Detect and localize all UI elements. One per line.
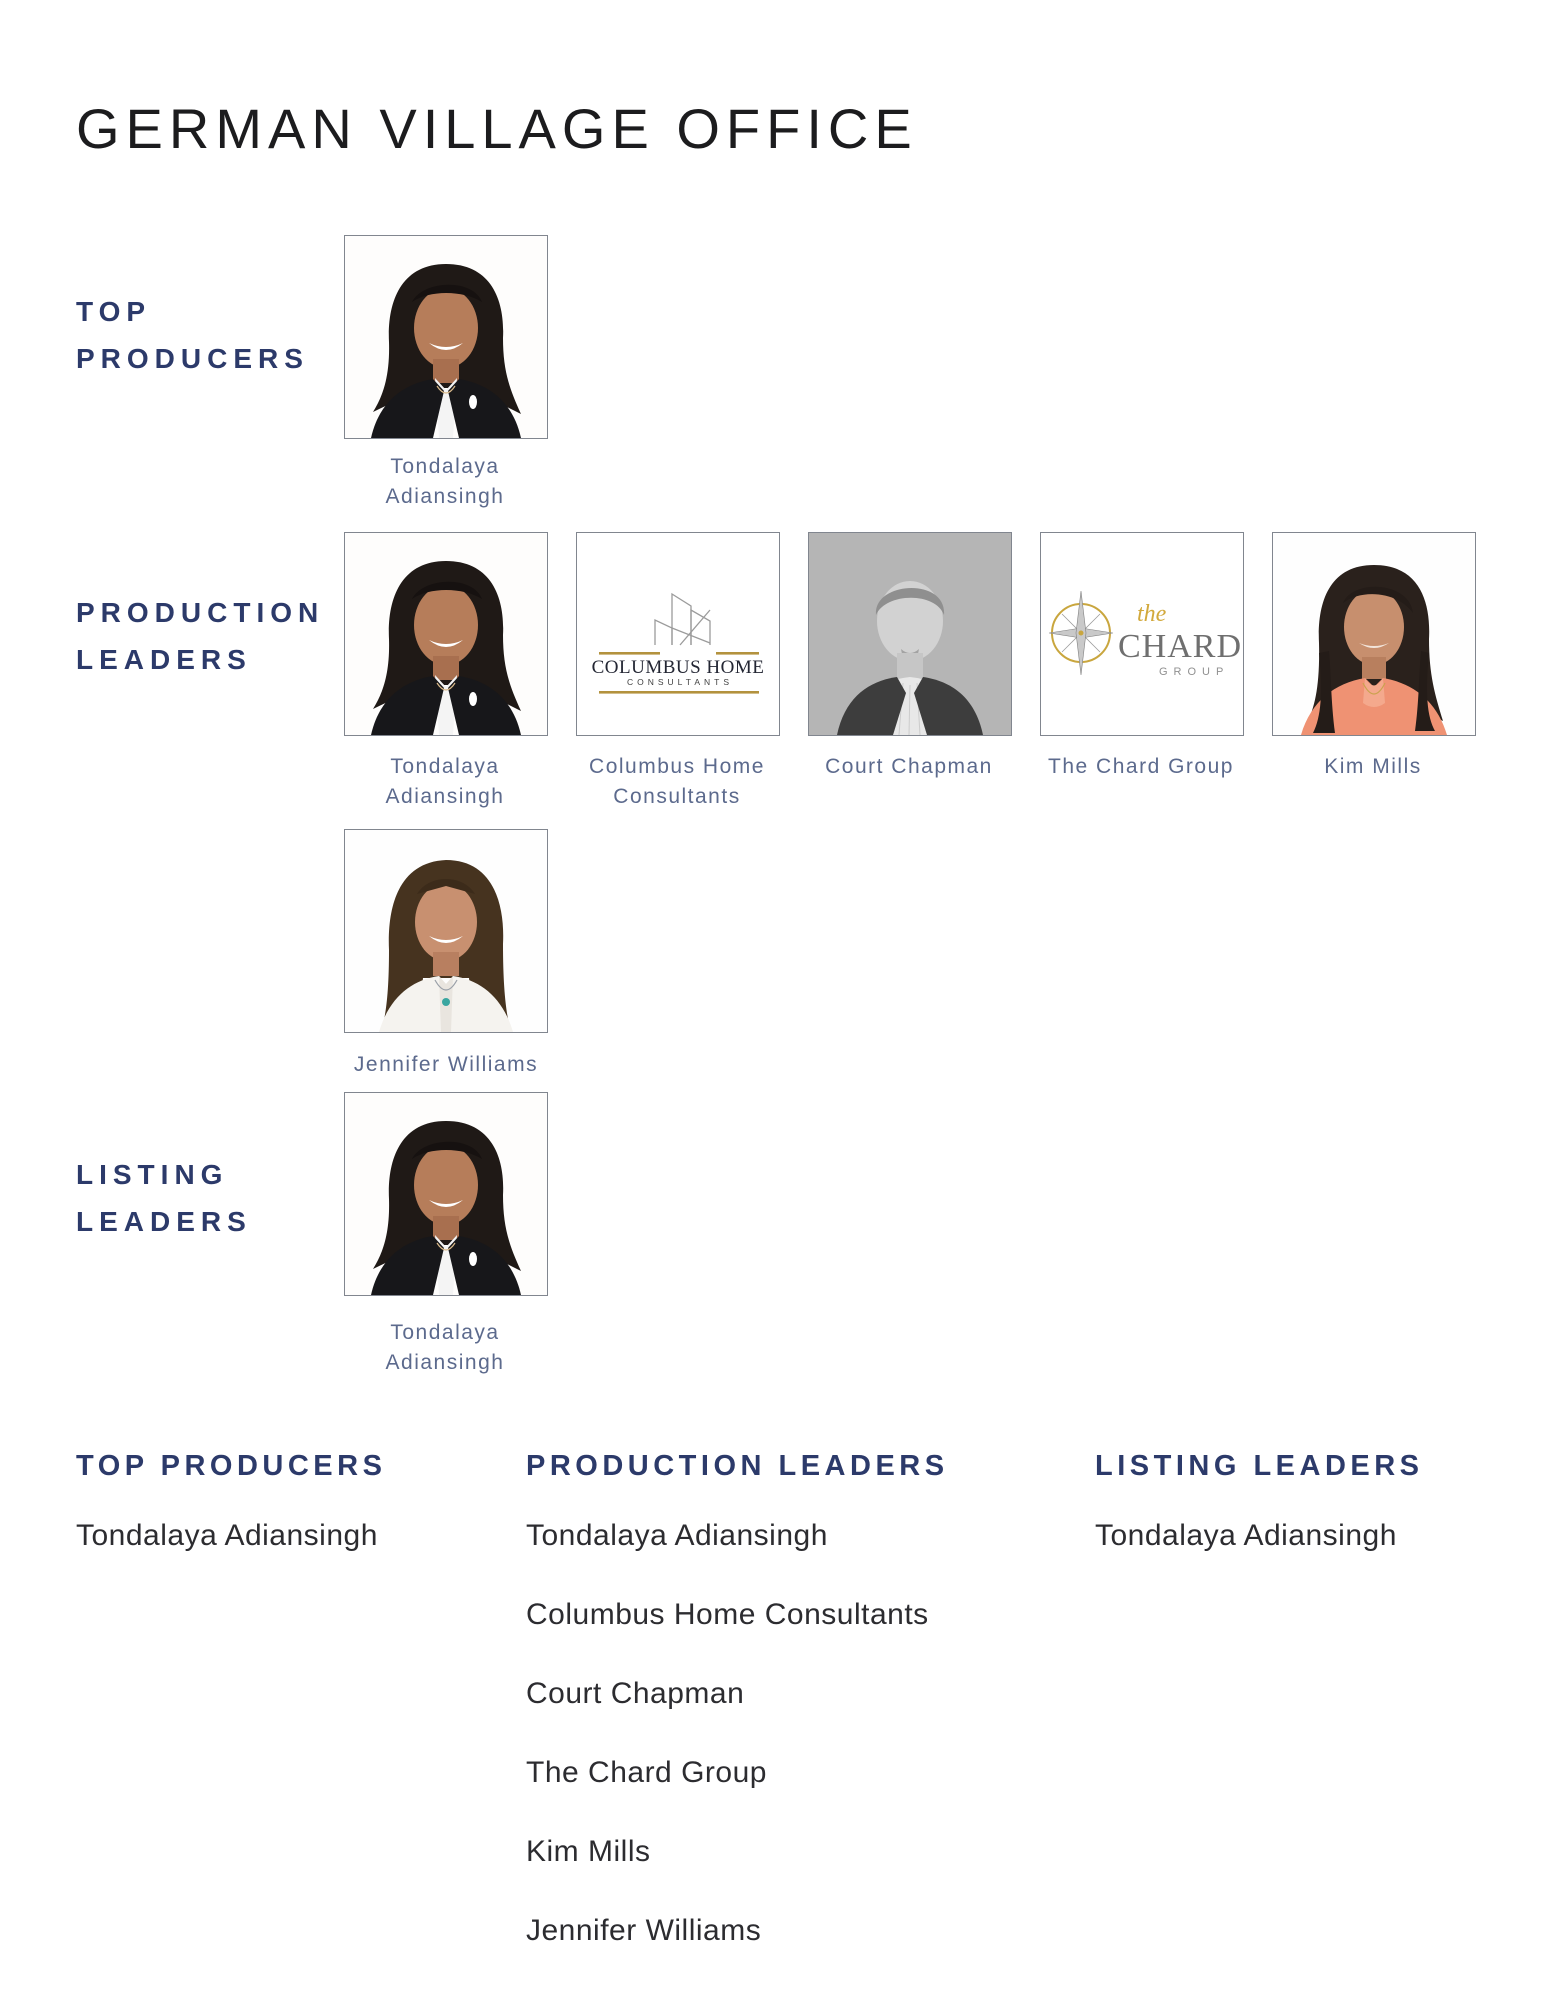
chard-logo-wordmark: CHARD	[1118, 628, 1243, 665]
section-label-line: LISTING	[76, 1159, 229, 1190]
photo-kim-mills	[1273, 533, 1475, 735]
member-card-the-chard-group	[1040, 532, 1244, 736]
member-name: Columbus Home Consultants	[589, 755, 765, 808]
member-card-jennifer-williams	[344, 829, 548, 1033]
photo-jennifer-williams	[345, 830, 547, 1032]
columbus-logo-wordmark: COLUMBUS HOME	[591, 657, 765, 678]
roster-header: TOP PRODUCERS	[76, 1450, 387, 1482]
roster-list	[76, 1519, 386, 1553]
logo-columbus-home-consultants	[577, 533, 779, 735]
roster-column-top-producers	[76, 1450, 386, 1598]
section-label-line: TOP	[76, 296, 152, 327]
roster-column-production-leaders	[526, 1450, 949, 1993]
section-label-line: LEADERS	[76, 1206, 252, 1237]
section-label-listing-leaders	[76, 1151, 252, 1245]
roster-list	[526, 1519, 949, 1948]
section-label-production-leaders	[76, 589, 324, 683]
roster-item: Tondalaya Adiansingh	[526, 1519, 828, 1552]
roster-item: Tondalaya Adiansingh	[1095, 1519, 1397, 1552]
photo-court-chapman	[809, 533, 1011, 735]
columbus-logo-subtext: CONSULTANTS	[626, 677, 734, 687]
roster-item: Court Chapman	[526, 1677, 745, 1710]
logo-the-chard-group	[1041, 533, 1243, 735]
roster-list	[1095, 1519, 1424, 1553]
member-card-production-tondalaya	[344, 532, 548, 736]
chard-logo-prefix: the	[1137, 601, 1167, 627]
member-card-columbus-home-consultants	[576, 532, 780, 736]
photo-tondalaya-adiansingh	[345, 533, 547, 735]
member-card-kim-mills	[1272, 532, 1476, 736]
section-label-top-producers	[76, 288, 309, 382]
roster-item: Jennifer Williams	[526, 1914, 762, 1947]
member-name: Tondalaya Adiansingh	[385, 1321, 505, 1374]
member-name: Jennifer Williams	[353, 1053, 539, 1076]
member-card-listing-tondalaya	[344, 1092, 548, 1296]
section-label-line: PRODUCERS	[76, 343, 309, 374]
roster-column-listing-leaders	[1095, 1450, 1424, 1598]
page-title: GERMAN VILLAGE OFFICE	[76, 96, 918, 160]
chard-logo-subtext: GROUP	[1159, 666, 1230, 678]
roster-item: Columbus Home Consultants	[526, 1598, 929, 1631]
roster-item: Tondalaya Adiansingh	[76, 1519, 378, 1552]
photo-tondalaya-adiansingh	[345, 236, 547, 438]
roster-item: Kim Mills	[526, 1835, 651, 1868]
photo-tondalaya-adiansingh	[345, 1093, 547, 1295]
roster-header: PRODUCTION LEADERS	[526, 1450, 949, 1482]
section-label-line: PRODUCTION	[76, 597, 325, 628]
member-name: Kim Mills	[1324, 755, 1422, 778]
member-name: Court Chapman	[825, 755, 993, 778]
member-name: Tondalaya Adiansingh	[385, 455, 505, 508]
section-label-line: LEADERS	[76, 644, 252, 675]
member-name: The Chard Group	[1048, 755, 1234, 778]
member-card-court-chapman	[808, 532, 1012, 736]
roster-header: LISTING LEADERS	[1095, 1450, 1424, 1482]
member-name: Tondalaya Adiansingh	[385, 755, 505, 808]
member-card-top-producer-tondalaya	[344, 235, 548, 439]
roster-item: The Chard Group	[526, 1756, 767, 1789]
